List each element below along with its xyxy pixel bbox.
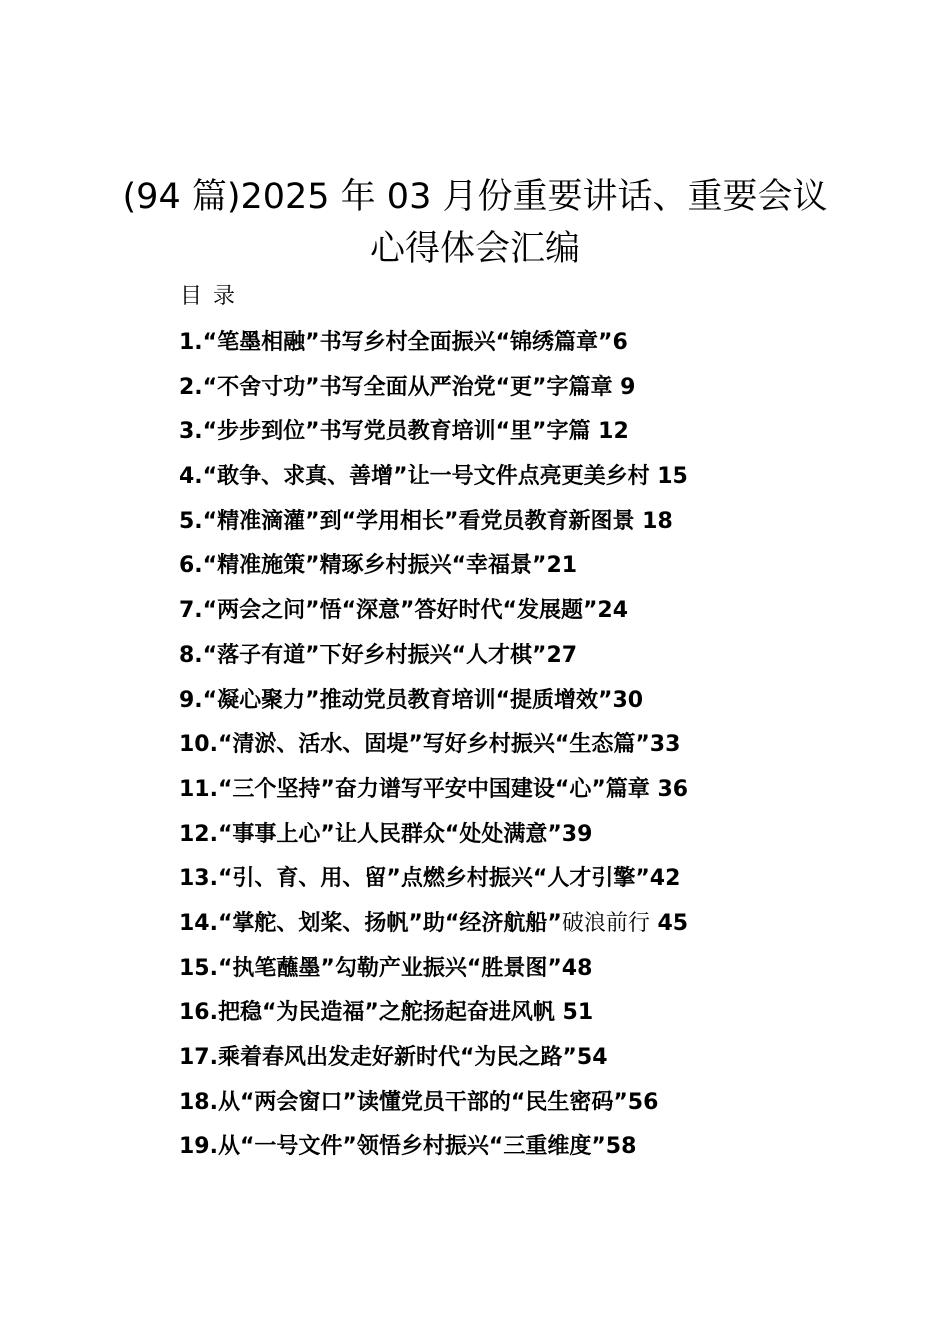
toc-item-8[interactable]: 8.“落子有道”下好乡村振兴“人才棋”27 [179, 642, 578, 668]
toc-item-13[interactable]: 13.“引、育、用、留”点燃乡村振兴“人才引擎”42 [179, 866, 681, 892]
toc-item-6[interactable]: 6.“精准施策”精琢乡村振兴“幸福景”21 [179, 553, 578, 579]
toc-item-7[interactable]: 7.“两会之问”悟“深意”答好时代“发展题”24 [179, 598, 629, 624]
toc-item-16[interactable]: 16.把稳“为民造福”之舵扬起奋进风帆 51 [179, 1000, 594, 1026]
toc-item-1[interactable]: 1.“笔墨相融”书写乡村全面振兴“锦绣篇章”6 [179, 330, 628, 355]
toc-item-14[interactable] [179, 902, 879, 947]
document-title [0, 171, 950, 275]
toc-item-5[interactable]: 5.“精准滴灌”到“学用相长”看党员教育新图景 18 [179, 508, 673, 534]
toc-item-18[interactable]: 18.从“两会窗口”读懂党员干部的“民生密码”56 [179, 1089, 659, 1115]
toc-item-14-normal: 破浪前行 [561, 910, 650, 936]
toc-list [179, 321, 879, 1170]
toc-heading: 目 录 [180, 284, 237, 309]
toc-item-19[interactable]: 19.从“一号文件”领悟乡村振兴“三重维度”58 [179, 1134, 637, 1160]
toc-item-14-bold: 14.“掌舵、划桨、扬帆”助“经济航船” [179, 910, 562, 936]
toc-item-17[interactable]: 17.乘着春风出发走好新时代“为民之路”54 [179, 1045, 608, 1070]
title-line-1: (94 篇)2025 年 03 月份重要讲话、重要会议 [122, 177, 828, 217]
toc-item-10[interactable]: 10.“清淤、活水、固堤”写好乡村振兴“生态篇”33 [179, 732, 681, 758]
toc-item-2[interactable]: 2.“不舍寸功”书写全面从严治党“更”字篇章 9 [179, 374, 636, 400]
title-line-2: 心得体会汇编 [369, 229, 580, 269]
toc-item-3[interactable]: 3.“步步到位”书写党员教育培训“里”字篇 12 [179, 419, 629, 445]
toc-item-14-page: 45 [649, 910, 689, 936]
toc-item-4[interactable]: 4.“敢争、求真、善增”让一号文件点亮更美乡村 15 [179, 464, 688, 490]
toc-item-9[interactable]: 9.“凝心聚力”推动党员教育培训“提质增效”30 [179, 687, 644, 713]
toc-item-12[interactable]: 12.“事事上心”让人民群众“处处满意”39 [179, 821, 593, 847]
toc-item-15[interactable]: 15.“执笔蘸墨”勾勒产业振兴“胜景图”48 [179, 955, 593, 981]
toc-item-11[interactable]: 11.“三个坚持”奋力谱写平安中国建设“心”篇章 36 [179, 776, 689, 802]
